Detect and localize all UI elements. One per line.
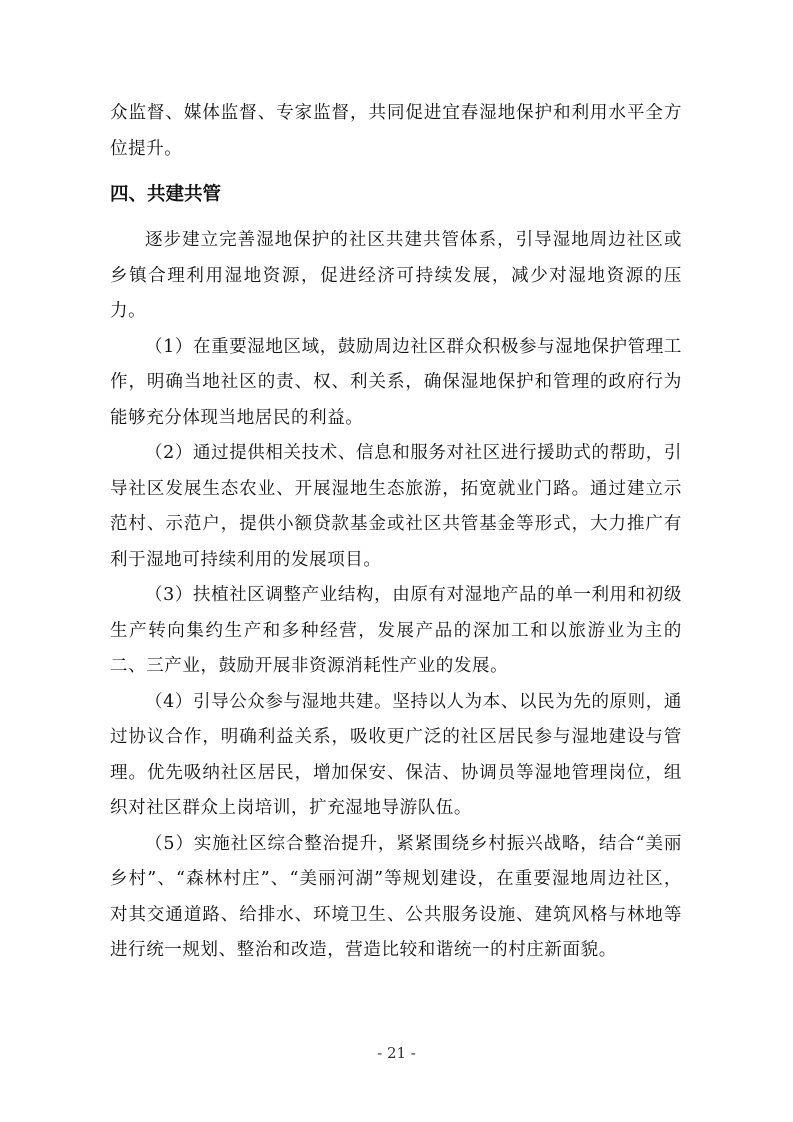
continuation-paragraph: 众监督、媒体监督、专家监督，共同促进宜春湿地保护和利用水平全方位提升。 xyxy=(110,103,682,159)
list-item-3: （3）扶植社区调整产业结构，由原有对湿地产品的单一利用和初级生产转向集约生产和多种经营，发展产品的深加工和以旅游业为主的二、三产业，鼓励开展非资源消耗性产业的发展。 xyxy=(110,585,682,676)
page-number: - 21 - xyxy=(377,1044,416,1062)
list-item-4: （4）引导公众参与湿地共建。坚持以人为本、以民为先的原则，通过协议合作，明确利益关系，吸收更广泛的社区居民参与湿地建设与管理。优先吸纳社区居民，增加保安、保洁、协调员等湿地管理岗位，组织对社区群众上岗培训，扩充湿地导游队伍。 xyxy=(110,691,682,818)
list-item-5: （5）实施社区综合整治提升，紧紧围绕乡村振兴战略，结合“美丽乡村”、“森林村庄”、“美丽河湖”等规划建设，在重要湿地周边社区，对其交通道路、给排水、环境卫生、公共服务设施、建筑风格与林地等进行统一规划、整治和改造，营造比较和谐统一的村庄新面貌。 xyxy=(110,833,682,960)
list-item-2: （2）通过提供相关技术、信息和服务对社区进行援助式的帮助，引导社区发展生态农业、开展湿地生态旅游，拓宽就业门路。通过建立示范村、示范户，提供小额贷款基金或社区共管基金等形式，大力推广有利于湿地可持续利用的发展项目。 xyxy=(110,443,682,570)
section-intro-paragraph: 逐步建立完善湿地保护的社区共建共管体系，引导湿地周边社区或乡镇合理利用湿地资源，促进经济可持续发展，减少对湿地资源的压力。 xyxy=(110,230,682,321)
document-page xyxy=(110,96,682,969)
list-item-1: （1）在重要湿地区域，鼓励周边社区群众积极参与湿地保护管理工作，明确当地社区的责、权、利关系，确保湿地保护和管理的政府行为能够充分体现当地居民的利益。 xyxy=(110,336,682,428)
section-heading: 四、共建共管 xyxy=(110,184,222,205)
